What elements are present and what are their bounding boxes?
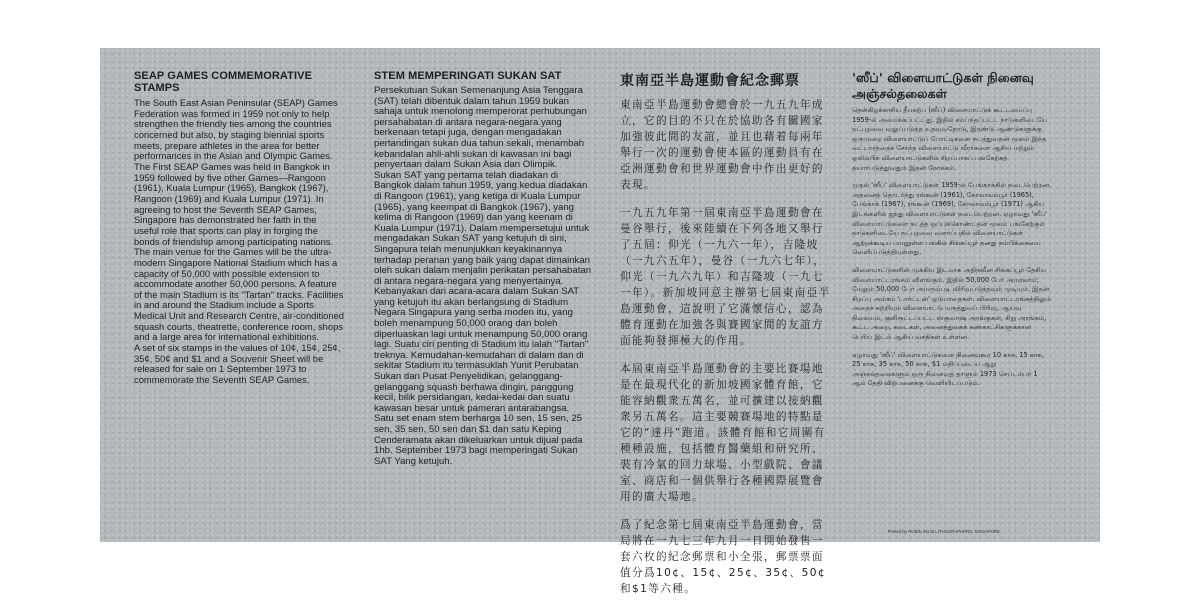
- english-title: SEAP GAMES COMMEMORATIVE STAMPS: [134, 70, 313, 94]
- chinese-paragraph-3: 本屆東南亞半島運動會的主要比賽場地是在最現代化的新加坡國家體育館，它能容納觀衆五萬名，並可擴建以接納觀衆另五萬名。這主要競賽場地的特點是它的“達丹”跑道。該體育館和它周圍有種種設施，包括體育醫藥組和研究所、裝有冷氣的回力球場、小型戲院、會議室、商店和一個供舉行各種國際展覽會用的廣大場地。: [620, 363, 826, 503]
- stamp-information-leaflet: [100, 48, 1100, 595]
- chinese-paragraph-2: 一九五九年第一屆東南亞半島運動會在曼谷舉行，後來陸續在下列各地又舉行了五屆：仰光（一九六一年），吉隆坡（一九六五年），曼谷（一九六七年），仰光（一九六九年）和吉隆坡（一九七一年）。新加坡同意主辦第七屆東南亞半島運動會，這說明了它滿懷信心，認為體育運動在加強各與賽國家間的友誼方面能夠發揮極大的作用。: [620, 207, 831, 347]
- tamil-title: 'ஸீப்' விளையாட்டுகள் நினைவு அஞ்சல்தலைகள்: [852, 70, 1034, 101]
- printer-credit: Printed by ROBIN Wood LITHOGRAPHERS, SINGAPORE: [887, 529, 1000, 534]
- chinese-title: 東南亞半島運動會紀念郵票: [620, 73, 800, 89]
- chinese-column: [620, 70, 832, 609]
- chinese-paragraph-1: 東南亞半島運動會總會於一九五九年成立，它的目的不只在於協助各有關國家加強彼此間的友誼，並且也藉着每兩年舉行一次的運動會使本區的運動員有在亞洲運動會和世界運動會中作出更好的表現。: [620, 99, 824, 191]
- tamil-column: [852, 70, 1052, 397]
- english-column: [134, 70, 344, 386]
- tamil-paragraph-4: ஏழாவது 'ஸீப்' விளையாட்டுகளை நினைவுகூர 10 காசு, 15 காசு, 25 காசு, 35 காசு, 50 காசு, $1 மதிப்புடைய ஆறு அஞ்சல்தலைகளும் ஒரு நினைவுத் தாளும் 1973 செப்டம்பர் 1 ஆம் தேதி விற்பனைக்கு வெளியிடப்படும்.: [852, 350, 1046, 388]
- tamil-paragraph-1: தென்கிழக்காசிய தீபகற்ப (ஸீப்) விளையாட்டுக் கூட்டமைப்பு 1959-ல் அமைக்கப்பட்டது. இதில் சம்பந்தப்பட்ட நாடுகளிடையே நட்புறவை வலுப்படுத்த உதவுவதோடு, இரண்டு ஆண்டுகளுக்கு ஒருமுறை விளையாட்டுப் போட்டிகளை நடத்துவதன் மூலம் இந்த வட்டாரத்தைச் சேர்ந்த விளையாட்டு வீரர்களை ஆசிய மற்றும் ஒலிம்பிக் விளையாட்டுகளில் சிறப்பாகப் பங்கேற்கத் தயார்படுத்துவதும் இதன் நோக்கம்.: [852, 106, 1050, 172]
- tamil-paragraph-2: முதல் 'ஸீப்' விளையாட்டுகள் 1959-ல் பேங்காக்கில் நடைபெற்றன. அதனைத் தொடர்ந்து ரங்கூன் (1961), கோலாலம்பூர் (1965), பேங்காக் (1967), ரங்கூன் (1969), கோலாலம்பூர் (1971) ஆகிய இடங்களில் ஐந்து விளையாட்டுகள் நடைபெற்றன. ஏழாவது 'ஸீப்' விளையாட்டுகளை நடத்த ஒப்புக்கொண்டதன் மூலம் பங்கேற்கும் நாடுகளிடையே நட்புறவை வளர்ப்பதில் விளையாட்டுகள் ஆற்றக்கூடிய பயனுள்ள பங்கில் சிங்கப்பூர் தனது நம்பிக்கையை வெளிப்படுத்தியுள்ளது.: [852, 181, 1054, 257]
- tamil-paragraph-3: விளையாட்டுகளின் முக்கிய இடமாக அதிநவீன சிங்கப்பூர் தேசிய விளையாட்டரங்கம் விளங்கும். இதில் 50,000 பேர் அமரலாம்; மேலும் 50,000 பேர் அமரும்படி விரிவுபடுத்தவும் முடியும். இதன் சிறப்பு அம்சம் 'டார்ட்டன்' ஓடுபாதைகள். விளையாட்டரங்கத்திலும் அதைச் சுற்றியும் விளையாட்டு மருத்துவப் பிரிவு, ஆய்வு நிலையம், குளிரூட்டப்பட்ட ஸ்குவாஷ் அரங்குகள், சிறு அரங்கம், கூட்ட அறை, கடைகள், அனைத்துலகக் கண்காட்சிகளுக்கான பெரிய இடம் ஆகிய வசதிகள் உள்ளன.: [852, 265, 1054, 342]
- chinese-paragraph-4: 爲了紀念第七屆東南亞半島運動會，當局將在一九七三年九月一日開始發售一套六枚的紀念郵票和小全張，郵票票面值分爲10¢、15¢、25¢、35¢、50¢和$1等六種。: [620, 519, 827, 595]
- malay-body: Persekutuan Sukan Semenanjung Asia Tenggara (SAT) telah dibentuk dalam tahun 1959 bukan sahaja untuk menolong memperorat perhubungan persahabatan di antara negara-negara yang berkenaan tetapi juga, dengan mengadakan pertandingan sukan dua tahun sekali, menambah kebandalan ahli-ahli sukan di kawasan ini bagi penyertaan dalam Sukan Asia dan Olimpik. Sukan SAT yang pertama telah diadakan di Bangkok dalam tahun 1959, yang kedua diadakan di Rangoon (1961), yang ketiga di Kuala Lumpur (1965), yang keempat di Bangkok (1967), yang kelima di Rangoon (1969) dan yang keenam di Kuala Lumpur (1971). Dalam mempersetujui untuk mengadakan Sukan SAT yang ketujuh di sini, Singapura telah menunjukkan keyakinannya terhadap peranan yang baik yang dapat dimainkan oleh sukan dalam menjalin perikatan persahabatan di antara negara-negara yang menyertainya. Kebanyakan dari acara-acara dalam Sukan SAT yang ketujuh itu akan berlangsung di Stadium Negara Singapura yang serba moden itu, yang boleh menampung 50,000 orang dan boleh diperluaskan lagi untuk menampung 50,000 orang lagi. Suatu ciri penting di Stadium itu ialah "Tartan" treknya. Kemudahan-kemudahan di dalam dan di sekitar Stadium itu termasuklah Yunit Perubatan Sukan dan Pusat Penyelidikan, gelanggang-gelanggang squash berhawa dingin, panggung kecil, bilik persidangan, kedai-kedai dan suatu kawasan besar untuk pameran antarabangsa. Satu set enam stem berharga 10 sen, 15 sen, 25 sen, 35 sen, 50 sen dan $1 dan satu Keping Cenderamata akan dikeluarkan untuk dijual pada 1hb. September 1973 bagi memperingati Sukan SAT Yang ketujuh.: [374, 85, 592, 467]
- malay-title: STEM MEMPERINGATI SUKAN SAT: [374, 70, 562, 82]
- english-body: The South East Asian Peninsular (SEAP) Games Federation was formed in 1959 not only to help strengthen the friendly ties among the countries concerned but also, by staging biennial sports meets, prepare athletes in the area for better performances in the Asian and Olympic Games. The First SEAP Games was held in Bangkok in 1959 followed by five other Games—Rangoon (1961), Kuala Lumpur (1965), Bangkok (1967), Rangoon (1969) and Kuala Lumpur (1971). In agreeing to host the Seventh SEAP Games, Singapore has demonstrated her faith in the useful role that sports can play in forging the bonds of friendship among participating nations. The main venue for the Games will be the ultra-modern Singapore National Stadium which has a capacity of 50,000 with possible extension to accommodate another 50,000 persons. A feature of the main Stadium is its "Tartan" tracks. Facilities in and around the Stadium include a Sports Medical Unit and Research Centre, air-conditioned squash courts, theatrette, conference room, shops and a large area for international exhibitions. A set of six stamps in the values of 10¢, 15¢, 25¢, 35¢, 50¢ and $1 and a Souvenir Sheet will be released for sale on 1 September 1973 to commemorate the Seventh SEAP Games.: [134, 97, 345, 386]
- malay-column: [374, 70, 592, 467]
